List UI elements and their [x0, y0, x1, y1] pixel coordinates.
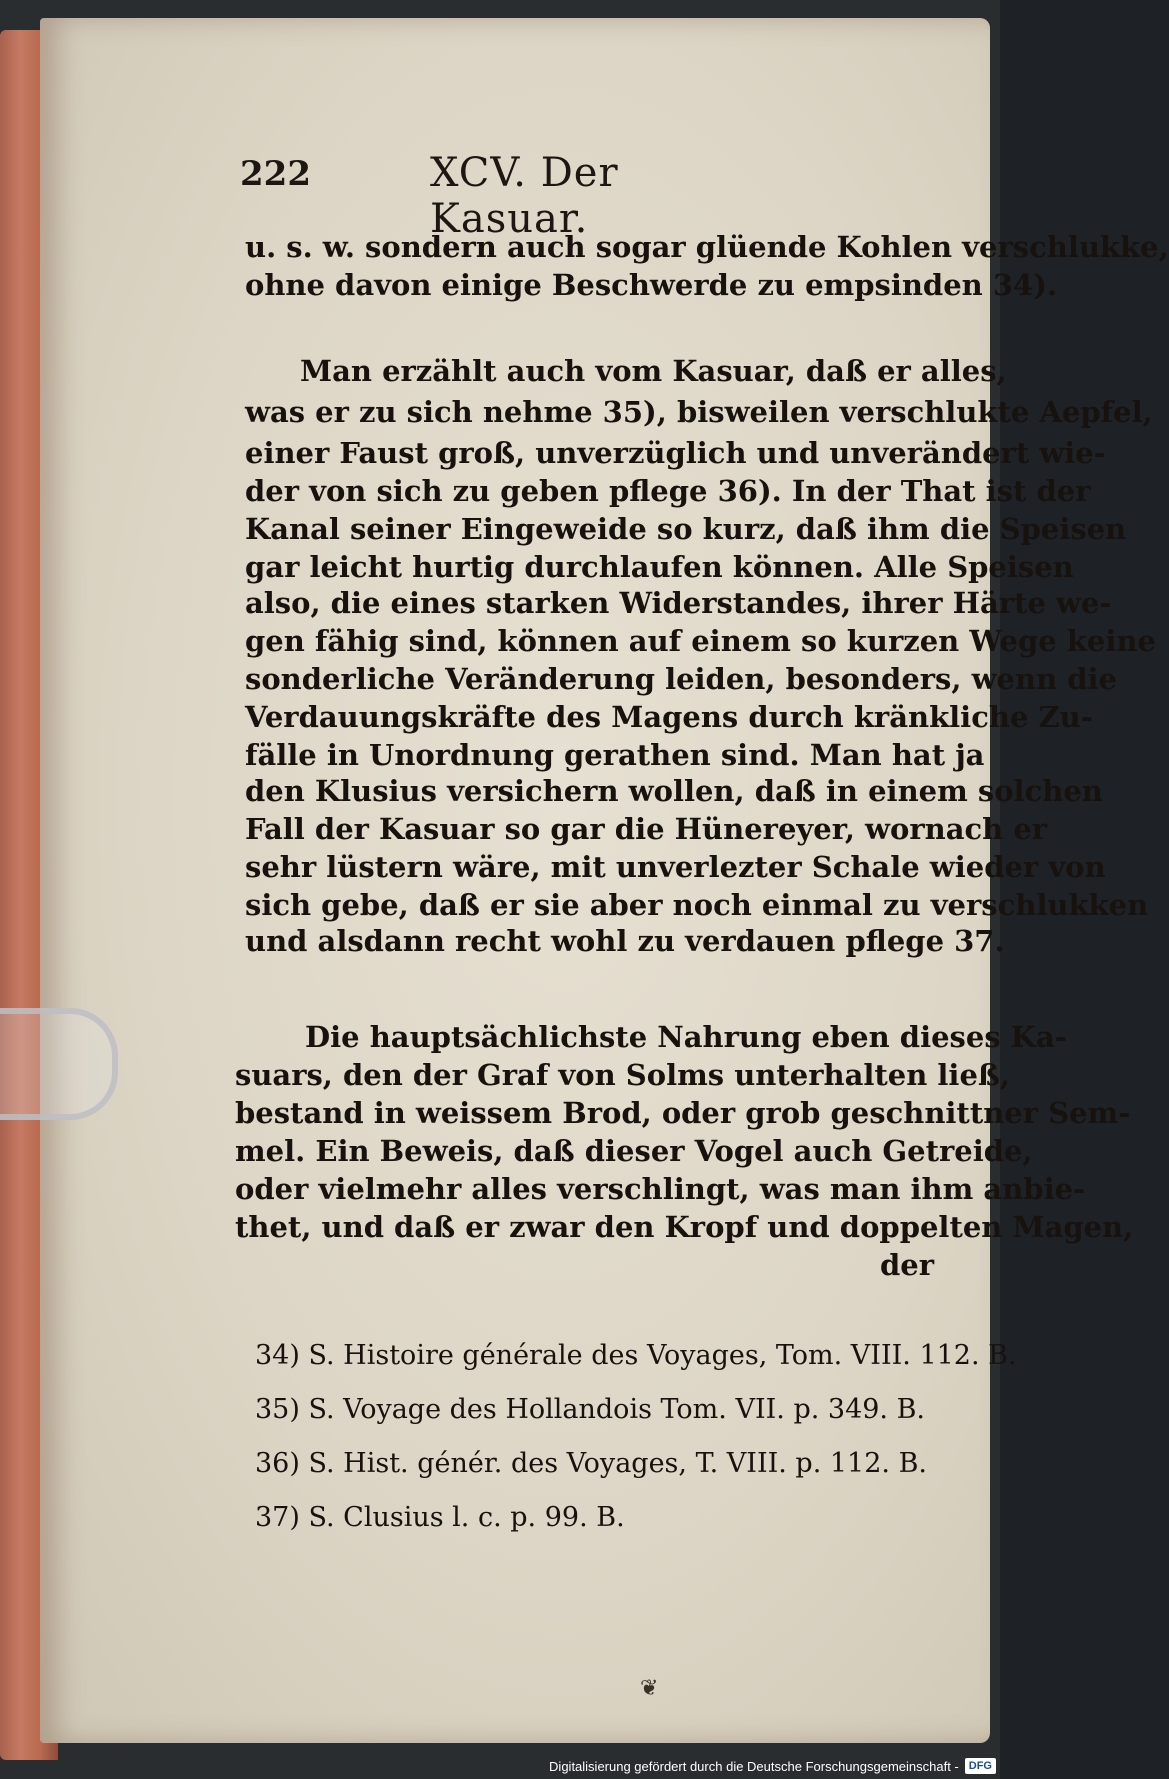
text-line: sonderliche Veränderung leiden, besonders, wenn die [245, 662, 1117, 696]
text-line: Fall der Kasuar so gar die Hünereyer, wornach er [245, 812, 1048, 846]
text-line: der von sich zu geben pflege 36). In der That ist der [245, 474, 1091, 508]
text-line: und alsdann recht wohl zu verdauen pflege 37. [245, 924, 1005, 958]
text-line: fälle in Unordnung gerathen sind. Man hat ja [245, 738, 985, 772]
text-line: Die hauptsächlichste Nahrung eben dieses Ka- [305, 1020, 1067, 1054]
text-line: Verdauungskräfte des Magens durch kränkliche Zu- [245, 700, 1093, 734]
dfg-logo: DFG [965, 1758, 996, 1774]
text-line: oder vielmehr alles verschlingt, was man ihm anbie- [235, 1172, 1086, 1206]
text-line: bestand in weissem Brod, oder grob geschnittner Sem- [235, 1096, 1131, 1130]
text-line: Man erzählt auch vom Kasuar, daß er alles, [300, 354, 1007, 388]
running-title: XCV. Der Kasuar. [430, 150, 619, 242]
text-line: gar leicht hurtig durchlaufen können. Alle Speisen [245, 550, 1074, 584]
text-line: sehr lüstern wäre, mit unverlezter Schale wieder von [245, 850, 1106, 884]
catchword: der [880, 1248, 935, 1282]
footnote: 37) S. Clusius l. c. p. 99. B. [255, 1502, 625, 1533]
text-line: was er zu sich nehme 35), bisweilen verschlukte Aepfel, [245, 395, 1153, 429]
page-number: 222 [240, 154, 311, 194]
text-line: u. s. w. sondern auch sogar glüende Kohlen verschlukke, [245, 230, 1169, 264]
footnote: 35) S. Voyage des Hollandois Tom. VII. p. 349. B. [255, 1394, 926, 1425]
paper-clip-icon [0, 1008, 118, 1120]
page-header [240, 150, 750, 242]
footer-text: Digitalisierung gefördert durch die Deutsche Forschungsgemeinschaft - [549, 1758, 959, 1774]
text-line: Kanal seiner Eingeweide so kurz, daß ihm die Speisen [245, 512, 1127, 546]
ornament-icon: ❦ [640, 1676, 659, 1701]
text-line: den Klusius versichern wollen, daß in einem solchen [245, 774, 1103, 808]
text-line: ohne davon einige Beschwerde zu empsinden 34). [245, 268, 1058, 302]
text-line: thet, und daß er zwar den Kropf und doppelten Magen, [235, 1210, 1134, 1244]
text-line: mel. Ein Beweis, daß dieser Vogel auch Getreide, [235, 1134, 1033, 1168]
text-line: also, die eines starken Widerstandes, ihrer Härte we- [245, 586, 1112, 620]
text-line: gen fähig sind, können auf einem so kurzen Wege keine [245, 624, 1156, 658]
text-line: einer Faust groß, unverzüglich und unverändert wie- [245, 436, 1106, 470]
text-line: suars, den der Graf von Solms unterhalten ließ, [235, 1058, 1011, 1092]
footnote: 36) S. Hist. génér. des Voyages, T. VIII. p. 112. B. [255, 1448, 928, 1479]
digitization-footer [549, 1755, 996, 1777]
text-line: sich gebe, daß er sie aber noch einmal zu verschlukken [245, 888, 1149, 922]
footnote: 34) S. Histoire générale des Voyages, Tom. VIII. 112. B. [255, 1340, 1017, 1371]
